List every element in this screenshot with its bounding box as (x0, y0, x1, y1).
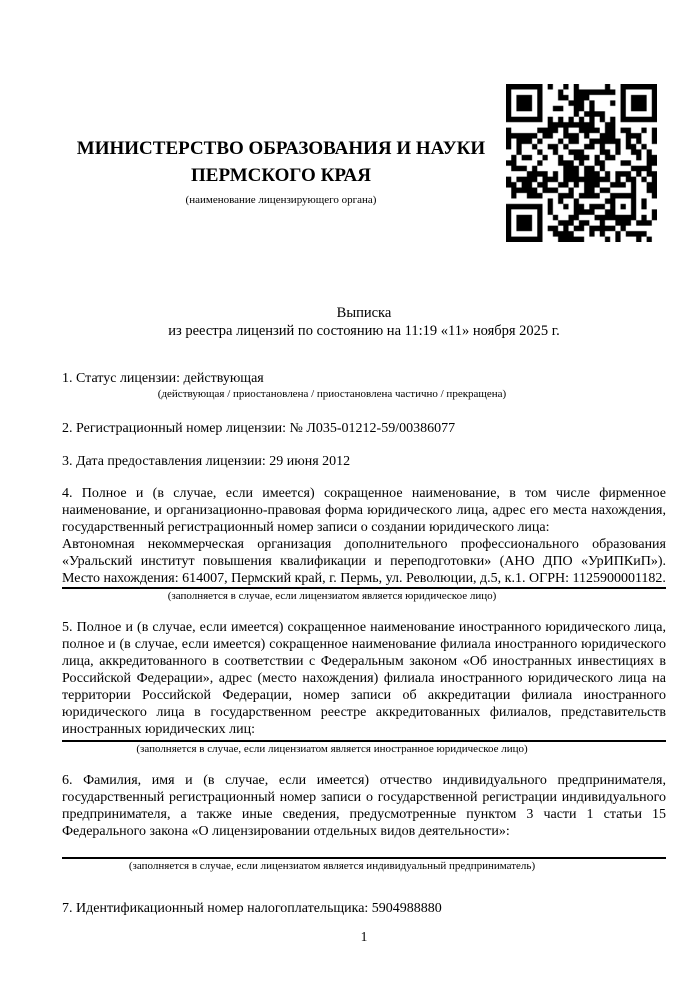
item-1-license-status (62, 370, 666, 387)
item-7-value: 5904988880 (371, 901, 442, 916)
item-2-label: 2. Регистрационный номер лицензии: (62, 421, 287, 436)
item-5-caption: (заполняется в случае, если лицензиатом является иностранное юридическое лицо) (136, 743, 528, 755)
ministry-caption: (наименование лицензирующего органа) (185, 194, 377, 206)
ministry-name-line2: ПЕРМСКОГО КРАЯ (191, 165, 371, 186)
document-title-block (62, 304, 666, 340)
item-1-label: 1. Статус лицензии: (62, 371, 181, 386)
item-2-value: № Л035-01212-59/00386077 (289, 421, 456, 436)
item-7-taxpayer-number (62, 900, 666, 917)
item-1-caption: (действующая / приостановлена / приостановлена частично / прекращена) (157, 388, 507, 400)
document-subtitle: из реестра лицензий по состоянию на 11:19 «11» ноября 2025 г. (168, 323, 560, 339)
page-number: 1 (360, 929, 368, 944)
item-1-value: действующая (183, 371, 264, 386)
item-4-legal-entity-value: Автономная некоммерческая организация дополнительного профессионального образования «Уральский институт повышения квалификации и переподготовки» (АНО ДПО «УрИПКиП»). Место нахождения: 614007, Пермский край, г. Пермь, ул. Революции, д.5, к.1. ОГРН: 1125900001182. (62, 537, 666, 586)
item-3-label: 3. Дата предоставления лицензии: (62, 454, 266, 469)
item-7-label: 7. Идентификационный номер налогоплательщика: (62, 901, 369, 916)
qr-code (506, 84, 657, 242)
item-4-caption: (заполняется в случае, если лицензиатом является юридическое лицо) (167, 590, 497, 602)
ministry-name-line1: МИНИСТЕРСТВО ОБРАЗОВАНИЯ И НАУКИ (76, 138, 486, 159)
item-6-entrepreneur-label: 6. Фамилия, имя и (в случае, если имеется) отчество индивидуального предпринимателя, государственный регистрационный номер записи о государственной регистрации индивидуального предпринимателя, а также иные сведения, предусмотренные пунктом 3 части 1 статьи 15 Федерального закона «О лицензировании отдельных видов деятельности»: (62, 773, 666, 839)
item-5-foreign-entity-label: 5. Полное и (в случае, если имеется) сокращенное наименование иностранного юридического лица, полное и (в случае, если имеется) сокращенное наименование филиала иностранного юридического лица, аккредитованного в соответствии с Федеральным законом «Об иностранных инвестициях в Российской Федерации», адрес (место нахождения) филиала иностранного юридического лица на территории Российской Федерации, номер записи об аккредитации филиала иностранного юридического лица в государственном реестре аккредитованных филиалов, представительств иностранных юридических лиц: (62, 620, 666, 737)
item-4-value-block (62, 536, 666, 589)
item-3-value: 29 июня 2012 (269, 454, 351, 469)
item-6-caption: (заполняется в случае, если лицензиатом является индивидуальный предприниматель) (128, 860, 536, 872)
item-2-registration-number (62, 420, 666, 437)
document-title: Выписка (336, 305, 392, 321)
licensing-authority-header (62, 135, 500, 207)
item-3-license-date (62, 453, 666, 470)
item-4-legal-entity-label: 4. Полное и (в случае, если имеется) сокращенное наименование, в том числе фирменное наименование, и организационно-правовая форма юридического лица, адрес его места нахождения, государственный регистрационный номер записи о создании юридического лица: (62, 486, 666, 535)
